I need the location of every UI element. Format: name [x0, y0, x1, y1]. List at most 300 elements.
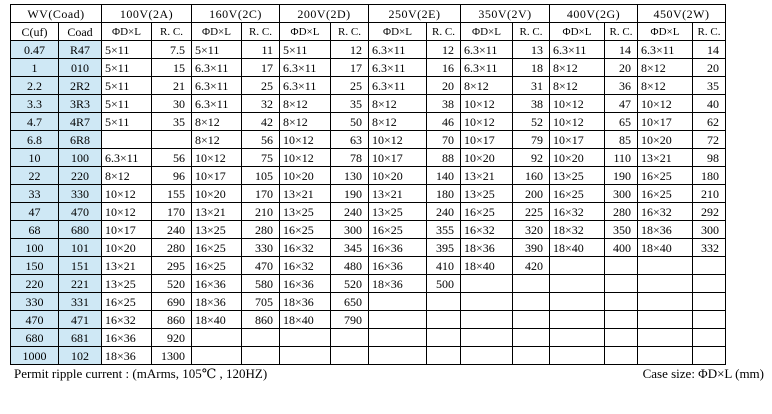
ripple-current-cell — [242, 347, 280, 365]
ripple-current-cell: 300 — [331, 221, 369, 239]
dimension-cell: 8×12 — [461, 77, 513, 95]
ripple-current-cell: 330 — [242, 239, 280, 257]
capacitance-cell: 220 — [11, 275, 59, 293]
coad-cell: 220 — [59, 167, 102, 185]
dimension-cell: 8×12 — [192, 131, 242, 149]
ripple-current-cell: 180 — [693, 167, 726, 185]
dimension-cell: 5×11 — [102, 59, 152, 77]
dimension-cell: 6.3×11 — [461, 59, 513, 77]
ripple-current-cell: 1300 — [152, 347, 192, 365]
coad-cell: 3R3 — [59, 95, 102, 113]
dimension-cell — [638, 293, 693, 311]
dimension-cell: 8×12 — [369, 95, 427, 113]
ripple-current-cell: 21 — [152, 77, 192, 95]
capacitance-cell: 47 — [11, 203, 59, 221]
dimension-cell: 6.3×11 — [192, 77, 242, 95]
ripple-current-cell — [605, 329, 638, 347]
ripple-current-cell: 650 — [331, 293, 369, 311]
dimension-cell: 10×17 — [192, 167, 242, 185]
dimension-cell: 16×25 — [102, 293, 152, 311]
ripple-current-cell: 13 — [513, 41, 550, 59]
ripple-current-cell: 15 — [152, 59, 192, 77]
capacitor-spec-table — [10, 4, 726, 365]
dimension-cell: 10×12 — [192, 149, 242, 167]
dimension-cell — [550, 257, 605, 275]
dimension-cell: 6.3×11 — [280, 59, 331, 77]
dimension-cell: 16×32 — [102, 311, 152, 329]
dimension-cell: 10×17 — [638, 113, 693, 131]
ripple-current-cell: 860 — [242, 311, 280, 329]
ripple-current-cell: 240 — [331, 203, 369, 221]
ripple-current-cell — [693, 275, 726, 293]
dimension-cell: 10×12 — [102, 203, 152, 221]
ripple-current-cell — [693, 293, 726, 311]
ripple-current-cell: 32 — [242, 95, 280, 113]
dimension-cell: 18×40 — [280, 311, 331, 329]
dimension-cell — [280, 347, 331, 365]
ripple-current-cell: 40 — [693, 95, 726, 113]
ripple-current-cell — [605, 275, 638, 293]
dimension-cell — [638, 329, 693, 347]
capacitance-cell: 330 — [11, 293, 59, 311]
dimension-cell: 13×21 — [102, 257, 152, 275]
dimension-cell: 16×36 — [369, 239, 427, 257]
dimension-cell — [638, 347, 693, 365]
ripple-current-header: R. C. — [331, 23, 369, 41]
dimension-cell: 5×11 — [102, 77, 152, 95]
dimension-cell: 13×25 — [461, 185, 513, 203]
capacitance-cell: 33 — [11, 185, 59, 203]
dimension-cell: 13×21 — [192, 203, 242, 221]
coad-cell: 331 — [59, 293, 102, 311]
ripple-current-cell: 25 — [242, 77, 280, 95]
wv-coad-header: WV(Coad) — [11, 5, 102, 23]
ripple-current-cell: 690 — [152, 293, 192, 311]
ripple-current-cell: 280 — [152, 239, 192, 257]
dimension-cell: 16×32 — [280, 239, 331, 257]
ripple-current-header: R. C. — [427, 23, 461, 41]
table-row — [11, 59, 726, 77]
table-row — [11, 311, 726, 329]
coad-cell: 151 — [59, 257, 102, 275]
dimension-cell: 8×12 — [369, 113, 427, 131]
ripple-current-cell — [693, 257, 726, 275]
table-row — [11, 149, 726, 167]
ripple-current-cell: 420 — [513, 257, 550, 275]
capacitance-cell: 0.47 — [11, 41, 59, 59]
ripple-current-cell: 52 — [513, 113, 550, 131]
dimension-header: ΦD×L — [638, 23, 693, 41]
ripple-current-cell: 56 — [242, 131, 280, 149]
ripple-current-cell: 210 — [693, 185, 726, 203]
ripple-current-cell: 72 — [693, 131, 726, 149]
ripple-current-cell — [513, 347, 550, 365]
dimension-cell: 10×12 — [550, 113, 605, 131]
dimension-cell: 13×21 — [280, 185, 331, 203]
coad-cell: R47 — [59, 41, 102, 59]
dimension-cell: 16×32 — [550, 203, 605, 221]
voltage-header: 350V(2V) — [461, 5, 550, 23]
ripple-current-cell: 240 — [427, 203, 461, 221]
dimension-cell: 8×12 — [192, 113, 242, 131]
ripple-current-cell: 470 — [242, 257, 280, 275]
dimension-cell: 6.3×11 — [369, 59, 427, 77]
dimension-cell: 6.3×11 — [369, 77, 427, 95]
table-row — [11, 257, 726, 275]
ripple-current-cell — [242, 329, 280, 347]
dimension-cell — [550, 293, 605, 311]
ripple-current-cell — [605, 311, 638, 329]
ripple-current-cell: 25 — [331, 77, 369, 95]
dimension-cell: 18×36 — [638, 221, 693, 239]
ripple-current-header: R. C. — [693, 23, 726, 41]
dimension-cell: 10×20 — [638, 131, 693, 149]
dimension-cell: 13×21 — [369, 185, 427, 203]
dimension-header: ΦD×L — [550, 23, 605, 41]
ripple-current-cell: 920 — [152, 329, 192, 347]
ripple-current-cell: 38 — [427, 95, 461, 113]
dimension-cell: 10×12 — [638, 95, 693, 113]
dimension-cell: 16×25 — [550, 185, 605, 203]
dimension-cell: 18×40 — [461, 257, 513, 275]
ripple-current-cell: 350 — [605, 221, 638, 239]
ripple-current-cell: 20 — [605, 59, 638, 77]
dimension-cell: 10×17 — [102, 221, 152, 239]
ripple-current-cell: 295 — [152, 257, 192, 275]
dimension-cell: 6.3×11 — [550, 41, 605, 59]
coad-cell: 102 — [59, 347, 102, 365]
dimension-cell: 10×12 — [461, 95, 513, 113]
ripple-current-cell — [152, 131, 192, 149]
ripple-current-cell: 46 — [427, 113, 461, 131]
ripple-current-cell: 20 — [427, 77, 461, 95]
ripple-current-cell — [605, 293, 638, 311]
capacitance-cell: 680 — [11, 329, 59, 347]
dimension-cell: 6.3×11 — [461, 41, 513, 59]
ripple-current-header: R. C. — [152, 23, 192, 41]
ripple-current-cell — [331, 347, 369, 365]
table-row — [11, 185, 726, 203]
dimension-cell: 18×36 — [461, 239, 513, 257]
ripple-current-cell: 705 — [242, 293, 280, 311]
ripple-current-cell: 105 — [242, 167, 280, 185]
table-row — [11, 221, 726, 239]
dimension-cell — [461, 347, 513, 365]
dimension-cell: 8×12 — [550, 59, 605, 77]
coad-cell: 6R8 — [59, 131, 102, 149]
voltage-header-row — [11, 5, 726, 23]
dimension-cell: 6.3×11 — [280, 77, 331, 95]
ripple-current-cell: 38 — [513, 95, 550, 113]
ripple-current-cell: 210 — [242, 203, 280, 221]
capacitance-cell: 1000 — [11, 347, 59, 365]
ripple-current-cell: 14 — [605, 41, 638, 59]
dimension-cell: 10×20 — [280, 167, 331, 185]
dimension-cell: 10×20 — [192, 185, 242, 203]
dimension-cell — [550, 347, 605, 365]
ripple-current-cell — [513, 311, 550, 329]
dimension-cell: 10×12 — [550, 95, 605, 113]
coad-cell: 681 — [59, 329, 102, 347]
ripple-current-cell: 320 — [513, 221, 550, 239]
dimension-cell: 10×20 — [369, 167, 427, 185]
dimension-cell — [369, 293, 427, 311]
ripple-current-cell: 92 — [513, 149, 550, 167]
capacitance-cell: 3.3 — [11, 95, 59, 113]
ripple-current-cell: 280 — [605, 203, 638, 221]
ripple-current-cell: 580 — [242, 275, 280, 293]
dimension-cell: 5×11 — [102, 41, 152, 59]
ripple-current-cell — [513, 329, 550, 347]
ripple-current-cell: 345 — [331, 239, 369, 257]
dimension-cell — [369, 347, 427, 365]
dimension-cell: 13×25 — [102, 275, 152, 293]
ripple-current-note: Permit ripple current : (mArms, 105℃ , 120HZ) — [14, 366, 268, 381]
coad-cell: 680 — [59, 221, 102, 239]
ripple-current-cell — [605, 257, 638, 275]
dimension-cell — [192, 347, 242, 365]
dimension-cell: 16×25 — [192, 239, 242, 257]
dimension-cell: 18×40 — [550, 239, 605, 257]
ripple-current-cell: 280 — [242, 221, 280, 239]
dimension-cell: 16×32 — [638, 203, 693, 221]
dimension-header: ΦD×L — [102, 23, 152, 41]
ripple-current-cell: 520 — [152, 275, 192, 293]
ripple-current-cell: 200 — [513, 185, 550, 203]
table-row — [11, 95, 726, 113]
coad-cell: 010 — [59, 59, 102, 77]
dimension-cell: 16×25 — [192, 257, 242, 275]
dimension-cell: 10×12 — [369, 131, 427, 149]
ripple-current-cell: 130 — [331, 167, 369, 185]
ripple-current-cell: 300 — [693, 221, 726, 239]
dimension-cell: 10×12 — [280, 149, 331, 167]
ripple-current-cell: 790 — [331, 311, 369, 329]
dimension-cell: 18×36 — [280, 293, 331, 311]
ripple-current-cell — [331, 329, 369, 347]
dimension-cell — [280, 329, 331, 347]
dimension-cell: 10×17 — [369, 149, 427, 167]
dimension-cell — [550, 275, 605, 293]
table-row — [11, 329, 726, 347]
dimension-cell: 18×32 — [550, 221, 605, 239]
dimension-cell: 10×12 — [461, 113, 513, 131]
dimension-header: ΦD×L — [369, 23, 427, 41]
voltage-header: 450V(2W) — [638, 5, 726, 23]
capacitance-cell: 470 — [11, 311, 59, 329]
dimension-cell: 5×11 — [280, 41, 331, 59]
ripple-current-cell: 18 — [513, 59, 550, 77]
table-row — [11, 347, 726, 365]
ripple-current-cell: 14 — [693, 41, 726, 59]
dimension-cell: 5×11 — [102, 95, 152, 113]
dimension-cell: 16×36 — [192, 275, 242, 293]
ripple-current-cell: 110 — [605, 149, 638, 167]
ripple-current-cell — [605, 347, 638, 365]
ripple-current-cell: 390 — [513, 239, 550, 257]
ripple-current-cell: 85 — [605, 131, 638, 149]
ripple-current-cell: 292 — [693, 203, 726, 221]
dimension-cell — [192, 329, 242, 347]
capacitance-cell: 150 — [11, 257, 59, 275]
dimension-cell — [461, 311, 513, 329]
ripple-current-cell — [693, 347, 726, 365]
ripple-current-cell — [513, 275, 550, 293]
dimension-cell: 8×12 — [280, 113, 331, 131]
ripple-current-cell: 98 — [693, 149, 726, 167]
dimension-cell: 6.3×11 — [192, 59, 242, 77]
table-row — [11, 41, 726, 59]
ripple-current-cell: 70 — [427, 131, 461, 149]
dimension-cell: 10×17 — [461, 131, 513, 149]
voltage-header: 100V(2A) — [102, 5, 192, 23]
ripple-current-cell: 860 — [152, 311, 192, 329]
ripple-current-cell: 520 — [331, 275, 369, 293]
dimension-cell: 6.3×11 — [192, 95, 242, 113]
ripple-current-header: R. C. — [242, 23, 280, 41]
voltage-header: 250V(2E) — [369, 5, 461, 23]
dimension-cell: 16×32 — [280, 257, 331, 275]
ripple-current-cell: 410 — [427, 257, 461, 275]
subheader-row — [11, 23, 726, 41]
ripple-current-header: R. C. — [605, 23, 638, 41]
capacitance-cell: 1 — [11, 59, 59, 77]
dimension-cell: 16×25 — [461, 203, 513, 221]
table-row — [11, 239, 726, 257]
capacitance-cell: 22 — [11, 167, 59, 185]
dimension-cell — [369, 329, 427, 347]
ripple-current-cell: 35 — [331, 95, 369, 113]
dimension-cell: 8×12 — [638, 77, 693, 95]
dimension-cell: 6.3×11 — [102, 149, 152, 167]
dimension-cell: 13×21 — [638, 149, 693, 167]
ripple-current-cell: 190 — [605, 167, 638, 185]
dimension-cell: 18×36 — [102, 347, 152, 365]
dimension-cell: 16×25 — [638, 185, 693, 203]
dimension-cell: 8×12 — [280, 95, 331, 113]
dimension-cell: 13×25 — [280, 203, 331, 221]
capacitance-cell: 4.7 — [11, 113, 59, 131]
ripple-current-cell: 56 — [152, 149, 192, 167]
table-row — [11, 167, 726, 185]
ripple-current-cell: 65 — [605, 113, 638, 131]
capacitance-cell: 100 — [11, 239, 59, 257]
coad-cell: 470 — [59, 203, 102, 221]
dimension-cell: 10×20 — [550, 149, 605, 167]
dimension-cell: 18×36 — [192, 293, 242, 311]
ripple-current-cell: 31 — [513, 77, 550, 95]
dimension-cell: 10×12 — [102, 185, 152, 203]
voltage-header: 400V(2G) — [550, 5, 638, 23]
dimension-cell: 18×40 — [192, 311, 242, 329]
dimension-cell: 8×12 — [638, 59, 693, 77]
coad-cell: 330 — [59, 185, 102, 203]
ripple-current-cell: 35 — [152, 113, 192, 131]
dimension-cell: 16×36 — [369, 257, 427, 275]
ripple-current-cell: 180 — [427, 185, 461, 203]
dimension-cell — [461, 275, 513, 293]
ripple-current-cell: 355 — [427, 221, 461, 239]
dimension-cell: 13×25 — [369, 203, 427, 221]
ripple-current-cell: 12 — [427, 41, 461, 59]
dimension-cell — [550, 311, 605, 329]
ripple-current-cell — [427, 293, 461, 311]
dimension-header: ΦD×L — [461, 23, 513, 41]
ripple-current-cell: 35 — [693, 77, 726, 95]
ripple-current-cell: 96 — [152, 167, 192, 185]
capacitance-cell: 2.2 — [11, 77, 59, 95]
ripple-current-cell: 12 — [331, 41, 369, 59]
ripple-current-cell: 170 — [152, 203, 192, 221]
dimension-cell: 16×25 — [369, 221, 427, 239]
ripple-current-cell: 62 — [693, 113, 726, 131]
ripple-current-cell: 300 — [605, 185, 638, 203]
ripple-current-cell: 7.5 — [152, 41, 192, 59]
ripple-current-cell: 500 — [427, 275, 461, 293]
coad-header: Coad — [59, 23, 102, 41]
dimension-cell — [638, 275, 693, 293]
ripple-current-cell: 17 — [331, 59, 369, 77]
ripple-current-cell: 400 — [605, 239, 638, 257]
dimension-cell: 6.3×11 — [369, 41, 427, 59]
dimension-header: ΦD×L — [192, 23, 242, 41]
dimension-cell — [369, 311, 427, 329]
ripple-current-cell: 480 — [331, 257, 369, 275]
dimension-cell — [550, 329, 605, 347]
coad-cell: 2R2 — [59, 77, 102, 95]
dimension-cell — [638, 311, 693, 329]
dimension-cell — [461, 293, 513, 311]
ripple-current-cell: 140 — [427, 167, 461, 185]
dimension-cell: 18×40 — [638, 239, 693, 257]
ripple-current-cell — [427, 347, 461, 365]
capacitance-cell: 68 — [11, 221, 59, 239]
dimension-cell: 13×25 — [192, 221, 242, 239]
table-row — [11, 113, 726, 131]
dimension-cell: 10×17 — [550, 131, 605, 149]
ripple-current-cell: 11 — [242, 41, 280, 59]
voltage-header: 200V(2D) — [280, 5, 369, 23]
dimension-cell: 8×12 — [102, 167, 152, 185]
coad-cell: 471 — [59, 311, 102, 329]
table-row — [11, 203, 726, 221]
coad-cell: 221 — [59, 275, 102, 293]
dimension-cell — [461, 329, 513, 347]
capacitance-cell: 6.8 — [11, 131, 59, 149]
ripple-current-cell: 240 — [152, 221, 192, 239]
ripple-current-cell: 395 — [427, 239, 461, 257]
ripple-current-cell: 42 — [242, 113, 280, 131]
ripple-current-cell — [427, 329, 461, 347]
ripple-current-cell: 30 — [152, 95, 192, 113]
ripple-current-cell: 17 — [242, 59, 280, 77]
coad-cell: 4R7 — [59, 113, 102, 131]
table-row — [11, 293, 726, 311]
coad-cell: 101 — [59, 239, 102, 257]
dimension-cell: 16×32 — [461, 221, 513, 239]
ripple-current-cell: 16 — [427, 59, 461, 77]
voltage-header: 160V(2C) — [192, 5, 280, 23]
dimension-cell: 10×12 — [280, 131, 331, 149]
ripple-current-cell: 170 — [242, 185, 280, 203]
ripple-current-cell — [513, 293, 550, 311]
table-row — [11, 275, 726, 293]
ripple-current-cell — [693, 329, 726, 347]
dimension-cell — [638, 257, 693, 275]
dimension-cell: 18×36 — [369, 275, 427, 293]
dimension-cell: 13×25 — [550, 167, 605, 185]
ripple-current-cell: 50 — [331, 113, 369, 131]
